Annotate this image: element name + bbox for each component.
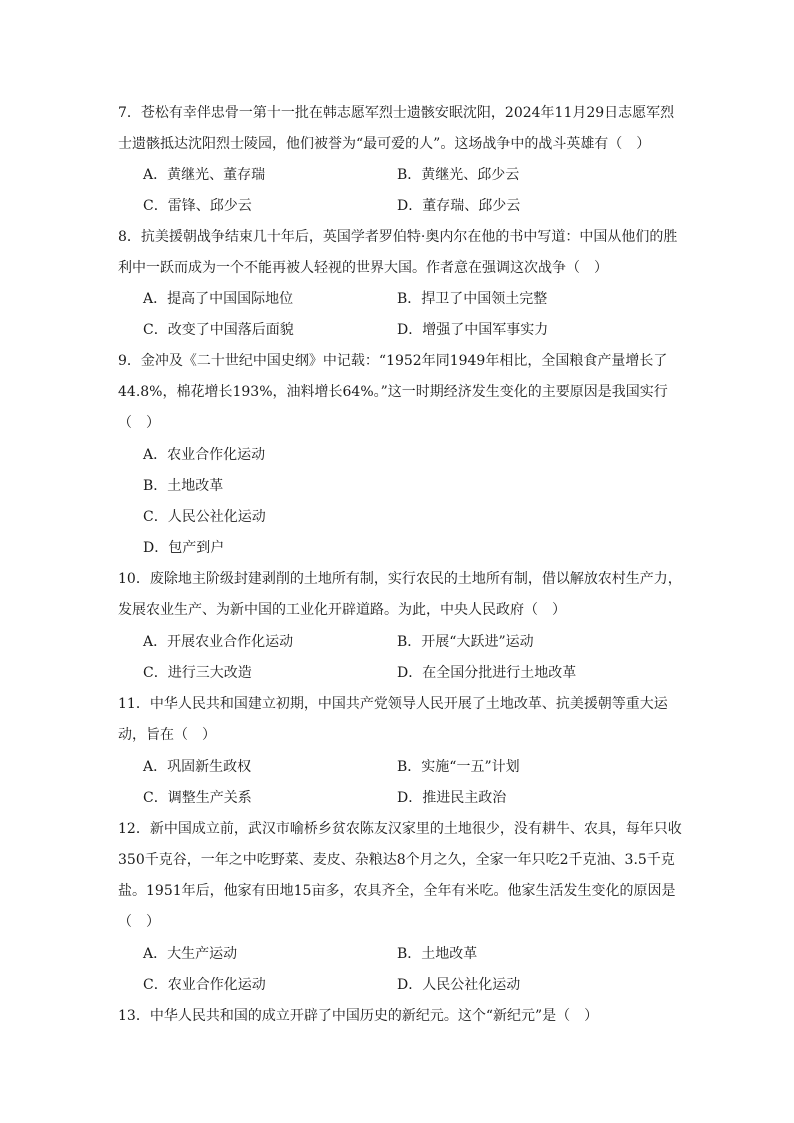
option-b[interactable]: B．实施“一五”计划 (397, 759, 520, 775)
option-c[interactable]: C．雷锋、邱少云 (143, 198, 252, 214)
question-stem: 13．中华人民共和国的成立开辟了中国历史的新纪元。这个“新纪元”是（ ） (118, 1008, 599, 1024)
option-d[interactable]: D．人民公社化运动 (397, 977, 521, 993)
option-a[interactable]: A．农业合作化运动 (143, 447, 266, 463)
option-b[interactable]: B．捍卫了中国领土完整 (397, 291, 548, 307)
option-c[interactable]: C．人民公社化运动 (143, 509, 266, 525)
option-d[interactable]: D．在全国分批进行土地改革 (397, 665, 577, 681)
option-d[interactable]: D．董存瑞、邱少云 (397, 198, 521, 214)
option-b[interactable]: B．开展“大跃进”运动 (397, 634, 534, 650)
option-c[interactable]: C．改变了中国落后面貌 (143, 322, 294, 338)
option-b[interactable]: B．黄继光、邱少云 (397, 167, 520, 183)
question-stem: 9．金冲及《二十世纪中国史纲》中记载：“1952年同1949年相比，全国粮食产量增长了44.8%，棉花增长193%，油料增长64%。”这一时期经济发生变化的主要原因是我国实行（ ） (118, 353, 668, 431)
option-b[interactable]: B．土地改革 (143, 478, 224, 494)
question-stem: 8．抗美援朝战争结束几十年后，英国学者罗伯特·奥内尔在他的书中写道：中国从他们的胜利中一跃而成为一个不能再被人轻视的世界大国。作者意在强调这次战争（ ） (118, 229, 678, 276)
question-stem: 11．中华人民共和国建立初期，中国共产党领导人民开展了土地改革、抗美援朝等重大运动，旨在（ ） (118, 696, 668, 743)
option-b[interactable]: B．土地改革 (397, 946, 478, 962)
option-a[interactable]: A．大生产运动 (143, 946, 238, 962)
option-a[interactable]: A．巩固新生政权 (143, 759, 252, 775)
option-a[interactable]: A．提高了中国国际地位 (143, 291, 294, 307)
option-c[interactable]: C．进行三大改造 (143, 665, 252, 681)
option-d[interactable]: D．包产到户 (143, 540, 225, 556)
option-c[interactable]: C．农业合作化运动 (143, 977, 266, 993)
option-a[interactable]: A．黄继光、董存瑞 (143, 167, 266, 183)
option-a[interactable]: A．开展农业合作化运动 (143, 634, 294, 650)
option-d[interactable]: D．增强了中国军事实力 (397, 322, 549, 338)
option-c[interactable]: C．调整生产关系 (143, 790, 252, 806)
question-stem: 12．新中国成立前，武汉市喻桥乡贫农陈友汉家里的土地很少，没有耕牛、农具，每年只收350千克谷，一年之中吃野菜、麦皮、杂粮达8个月之久，全家一年只吃2千克油、3.5千克盐。1951年后，他家有田地15亩多，农具齐全，全年有米吃。他家生活发生变化的原因是（ ） (118, 821, 682, 930)
option-d[interactable]: D．推进民主政治 (397, 790, 507, 806)
question-stem: 7．苍松有幸伴忠骨一第十一批在韩志愿军烈士遗骸安眠沈阳，2024年11月29日志愿军烈士遗骸抵达沈阳烈士陵园，他们被誉为“最可爱的人”。这场战争中的战斗英雄有（ ） (118, 105, 675, 152)
question-stem: 10．废除地主阶级封建剥削的土地所有制，实行农民的土地所有制，借以解放农村生产力，发展农业生产、为新中国的工业化开辟道路。为此，中央人民政府（ ） (118, 571, 682, 618)
